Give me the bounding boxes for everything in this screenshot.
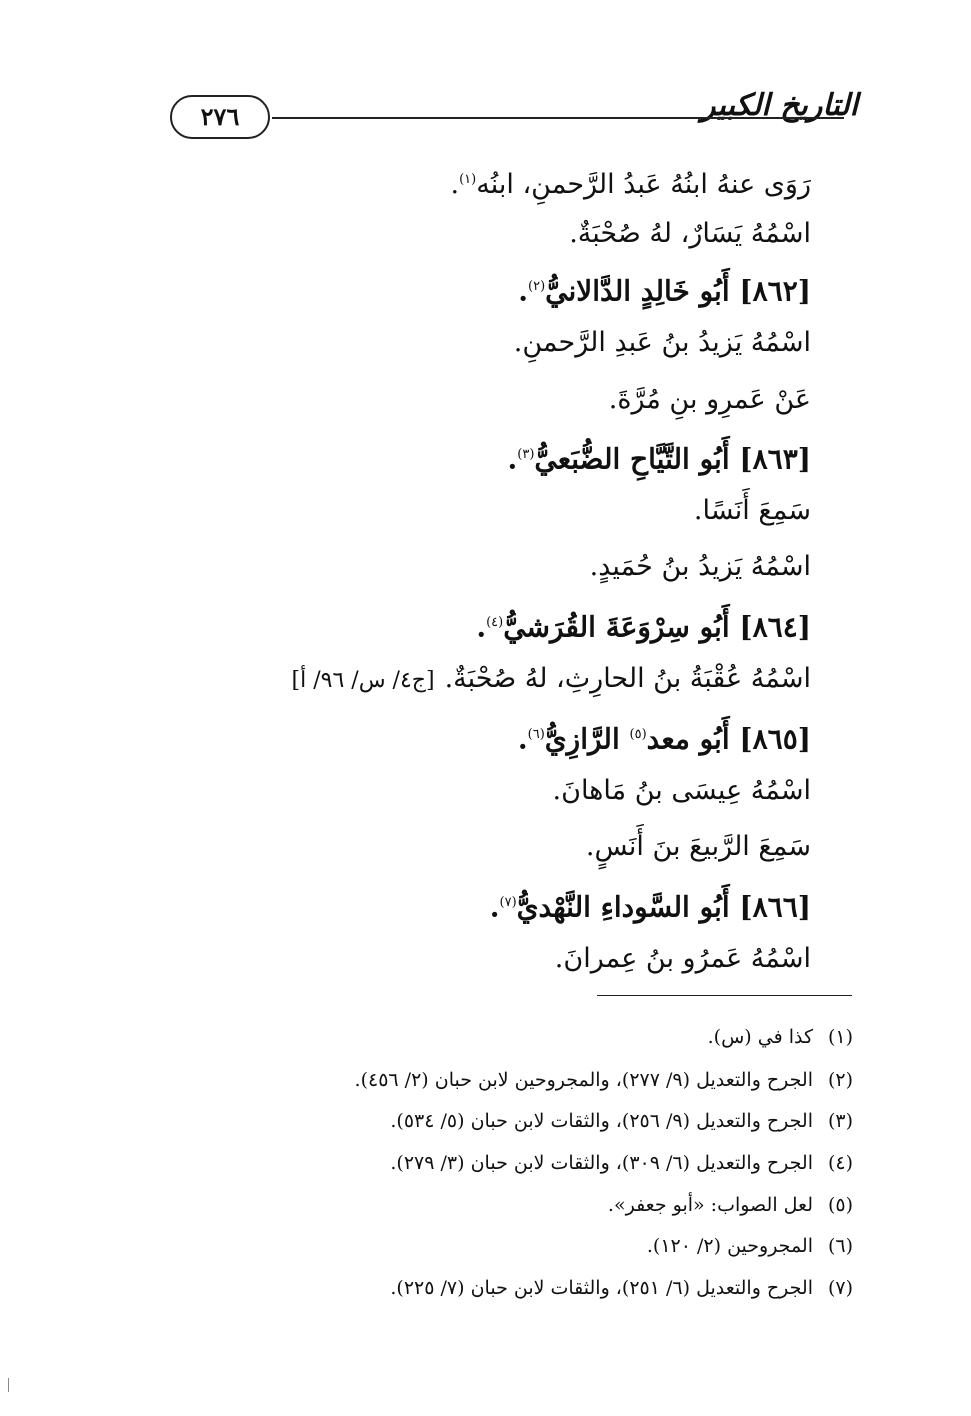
footnote-marker: (٧) [499, 895, 517, 910]
footnote-marker: (٣) [517, 447, 535, 462]
entry-title: [٨٦٣] أَبُو التَّيَّاحِ الضُّبَعيُّ [534, 442, 811, 476]
body-line [514, 323, 811, 363]
entry-heading [518, 715, 811, 759]
footnote-text: كذا في (س). [707, 1026, 813, 1048]
scan-edge-mark [8, 1378, 9, 1392]
footnote [708, 1022, 853, 1052]
body-line [590, 547, 811, 587]
body-line [555, 939, 811, 979]
footnote-marker: (٦) [527, 727, 545, 742]
line-end: . [476, 610, 487, 644]
footnote-number: (١) [827, 1026, 853, 1048]
line-text: اسْمُهُ يَسَارٌ، لهُ صُحْبَةٌ. [569, 218, 811, 249]
footnote-text: الجرح والتعديل (٩/ ٢٥٦)، والثقات لابن حبان (٥/ ٥٣٤). [390, 1110, 813, 1132]
line-text: اسْمُهُ عُقْبَةُ بنُ الحارِثِ، لهُ صُحْبَةٌ. [444, 663, 811, 694]
entry-heading [476, 603, 811, 647]
line-text: سَمِعَ الرَّبيعَ بنَ أَنَسٍ. [585, 831, 811, 862]
entry-title: [٨٦٢] أَبُو خَالِدٍ الدَّالانيُّ [545, 274, 811, 308]
footnote-number: (٦) [827, 1235, 853, 1257]
header-rule [272, 117, 844, 119]
running-title: التاريخ الكبير [700, 88, 858, 123]
line-end: . [489, 890, 500, 924]
line-text: اسْمُهُ عِيسَى بنُ مَاهانَ. [552, 775, 811, 806]
body-line [553, 771, 811, 811]
entry-title-nisba: الرَّازِيُّ [544, 722, 630, 756]
footnote [390, 1273, 853, 1303]
body-line [451, 160, 812, 205]
footnote-text: لعل الصواب: «أبو جعفر». [607, 1194, 813, 1216]
body-line [609, 380, 811, 420]
line-text: سَمِعَ أَنَسًا. [693, 495, 811, 526]
line-end: . [518, 274, 528, 308]
footnote-marker: (٤) [486, 615, 504, 630]
line-end: . [450, 169, 460, 200]
body-line [292, 659, 811, 701]
footnote-text: المجروحين (٢/ ١٢٠). [646, 1235, 813, 1257]
page-number: ٢٧٦ [170, 95, 270, 139]
body-line [694, 491, 811, 531]
manuscript-reference: [ج٤/ س/ ٩٦/ أ] [291, 668, 435, 693]
footnote-marker: (٥) [629, 727, 647, 742]
line-text: اسْمُهُ يَزيدُ بنُ عَبدِ الرَّحمنِ. [513, 327, 811, 358]
body-line [569, 214, 811, 254]
line-end: . [517, 722, 528, 756]
footnote-marker: (١) [459, 172, 477, 187]
footnote-separator [597, 995, 852, 996]
footnote-marker: (٢) [528, 279, 546, 294]
entry-heading [490, 883, 811, 927]
line-text: رَوَى عنهُ ابنُهُ عَبدُ الرَّحمنِ، ابنُه [476, 169, 811, 200]
footnote [608, 1190, 853, 1220]
entry-title: [٨٦٦] أَبُو السَّوداءِ النَّهْديُّ [516, 890, 811, 924]
entry-title: [٨٦٤] أَبُو سِرْوَعَةَ القُرَشيُّ [503, 610, 811, 644]
footnote [390, 1148, 853, 1178]
footnote [390, 1106, 853, 1136]
footnote-number: (٥) [827, 1194, 853, 1216]
entry-heading [508, 435, 812, 479]
footnote-text: الجرح والتعديل (٦/ ٢٥١)، والثقات لابن حبان (٧/ ٢٢٥). [390, 1277, 813, 1299]
footnote-text: الجرح والتعديل (٩/ ٢٧٧)، والمجروحين لابن حبان (٢/ ٤٥٦). [354, 1069, 813, 1091]
footnote [647, 1231, 853, 1261]
line-text: اسْمُهُ يَزيدُ بنُ حُمَيدٍ. [589, 551, 811, 582]
footnote [355, 1065, 853, 1095]
line-end: . [507, 442, 518, 476]
body-line [586, 827, 811, 867]
footnote-number: (٣) [827, 1110, 853, 1132]
footnote-number: (٤) [827, 1152, 853, 1174]
entry-title: [٨٦٥] أَبُو معد [646, 722, 811, 756]
entry-heading [518, 267, 811, 311]
line-text: اسْمُهُ عَمرُو بنُ عِمرانَ. [554, 943, 811, 974]
footnote-number: (٧) [827, 1277, 853, 1299]
footnote-text: الجرح والتعديل (٦/ ٣٠٩)، والثقات لابن حبان (٣/ ٢٧٩). [390, 1152, 813, 1174]
footnote-number: (٢) [827, 1069, 853, 1091]
line-text: عَنْ عَمرِو بنِ مُرَّةَ. [608, 384, 811, 415]
